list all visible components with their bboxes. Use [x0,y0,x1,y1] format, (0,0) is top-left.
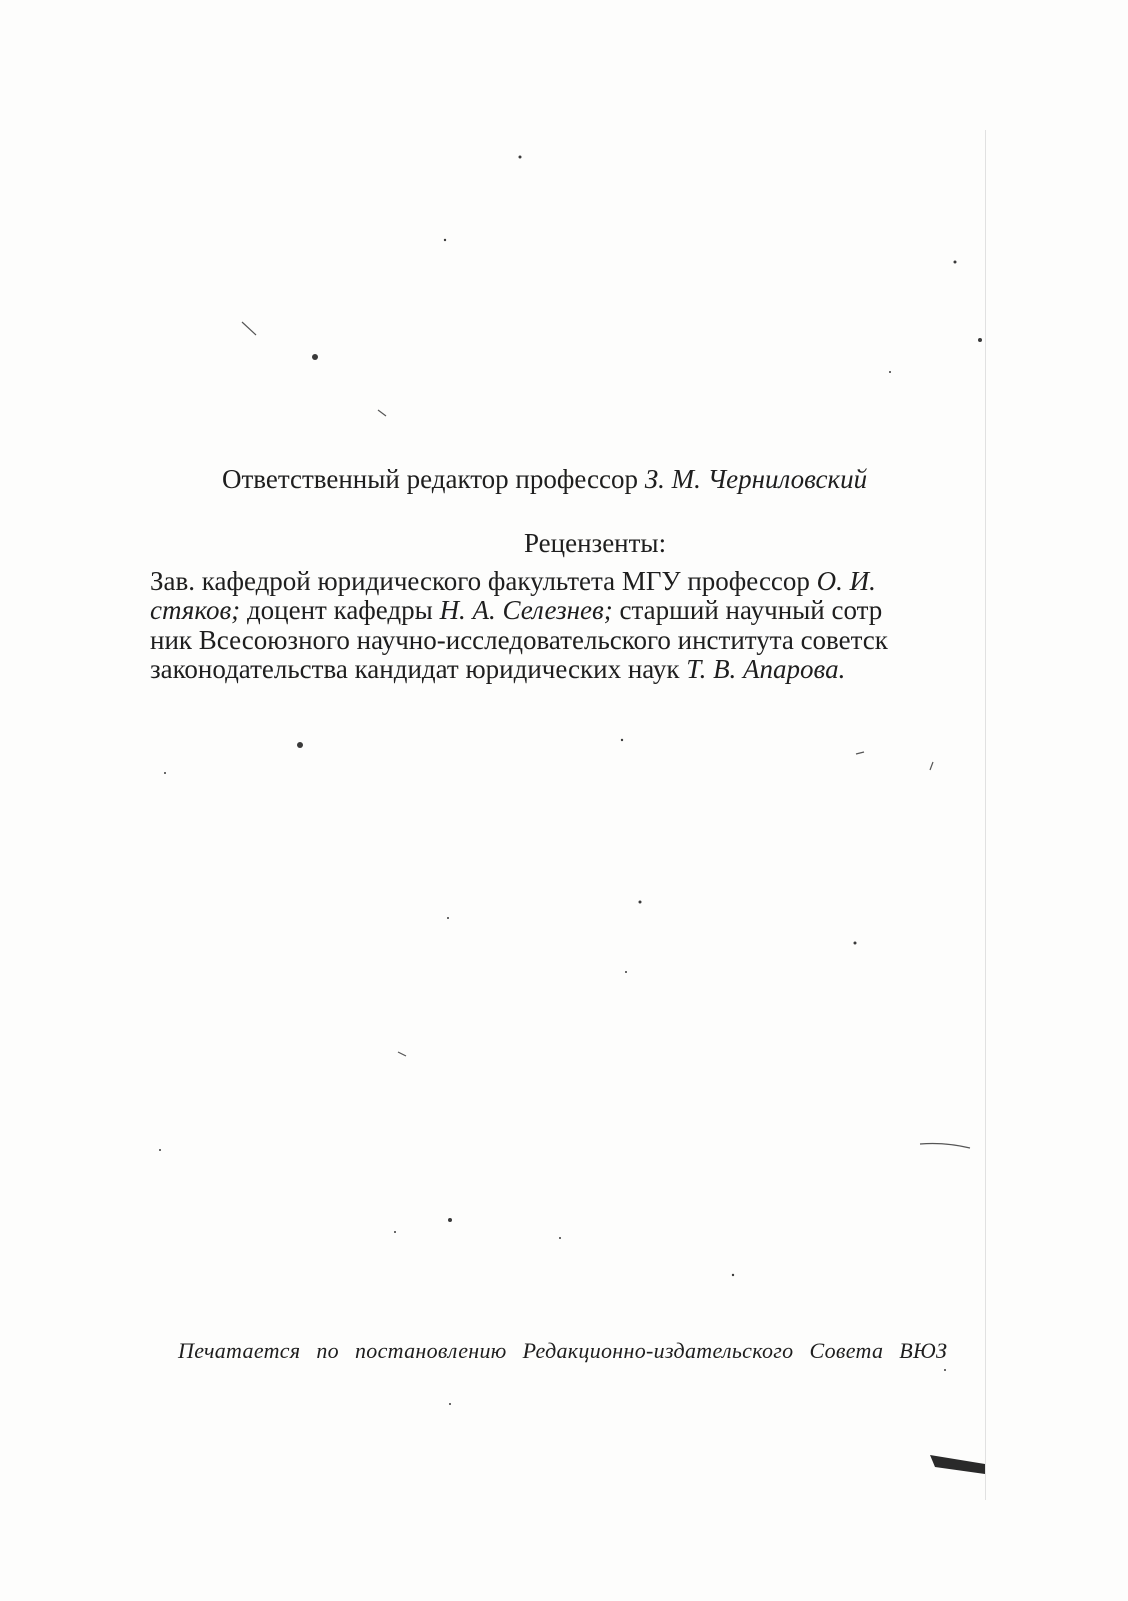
imprint-line [178,1340,947,1362]
reviewers-line-4-part-1: законодательства кандидат юридических наук [150,654,687,684]
imprint-word-3: постановлению [354,1338,507,1363]
imprint-word-2: по [316,1338,339,1363]
reviewers-line-4 [150,656,845,683]
imprint-word-4: Редакционно-издательского [522,1338,794,1363]
reviewers-heading: Рецензенты: [524,528,667,558]
reviewers-line-3-part-1: ник Всесоюзного научно-исследовательского института советск [150,625,888,655]
reviewers-line-4-part-2: Т. В. Апарова. [686,654,846,684]
reviewers-line-2-part-2: доцент кафедры [240,595,440,625]
reviewers-line-1-part-2: О. И. [816,566,876,596]
imprint-word-5: Совета [809,1338,884,1363]
imprint-word-6: ВЮЗ [899,1338,948,1363]
responsible-editor-label: Ответственный редактор профессор [222,464,638,494]
responsible-editor-line [222,466,867,493]
reviewers-line-2-part-4: старший научный сотр [612,595,883,625]
reviewers-line-3 [150,627,888,654]
reviewers-line-2 [150,597,882,624]
imprint-word-1: Печатается [178,1338,301,1363]
scan-edge-line [985,130,986,1500]
reviewers-line-2-part-3: Н. А. Селезнев; [439,595,613,625]
reviewers-line-2-part-1: стяков; [150,595,241,625]
reviewers-line-1 [150,568,876,595]
reviewers-line-1-part-1: Зав. кафедрой юридического факультета МГУ профессор [150,566,817,596]
responsible-editor-name: З. М. Черниловский [644,464,868,494]
